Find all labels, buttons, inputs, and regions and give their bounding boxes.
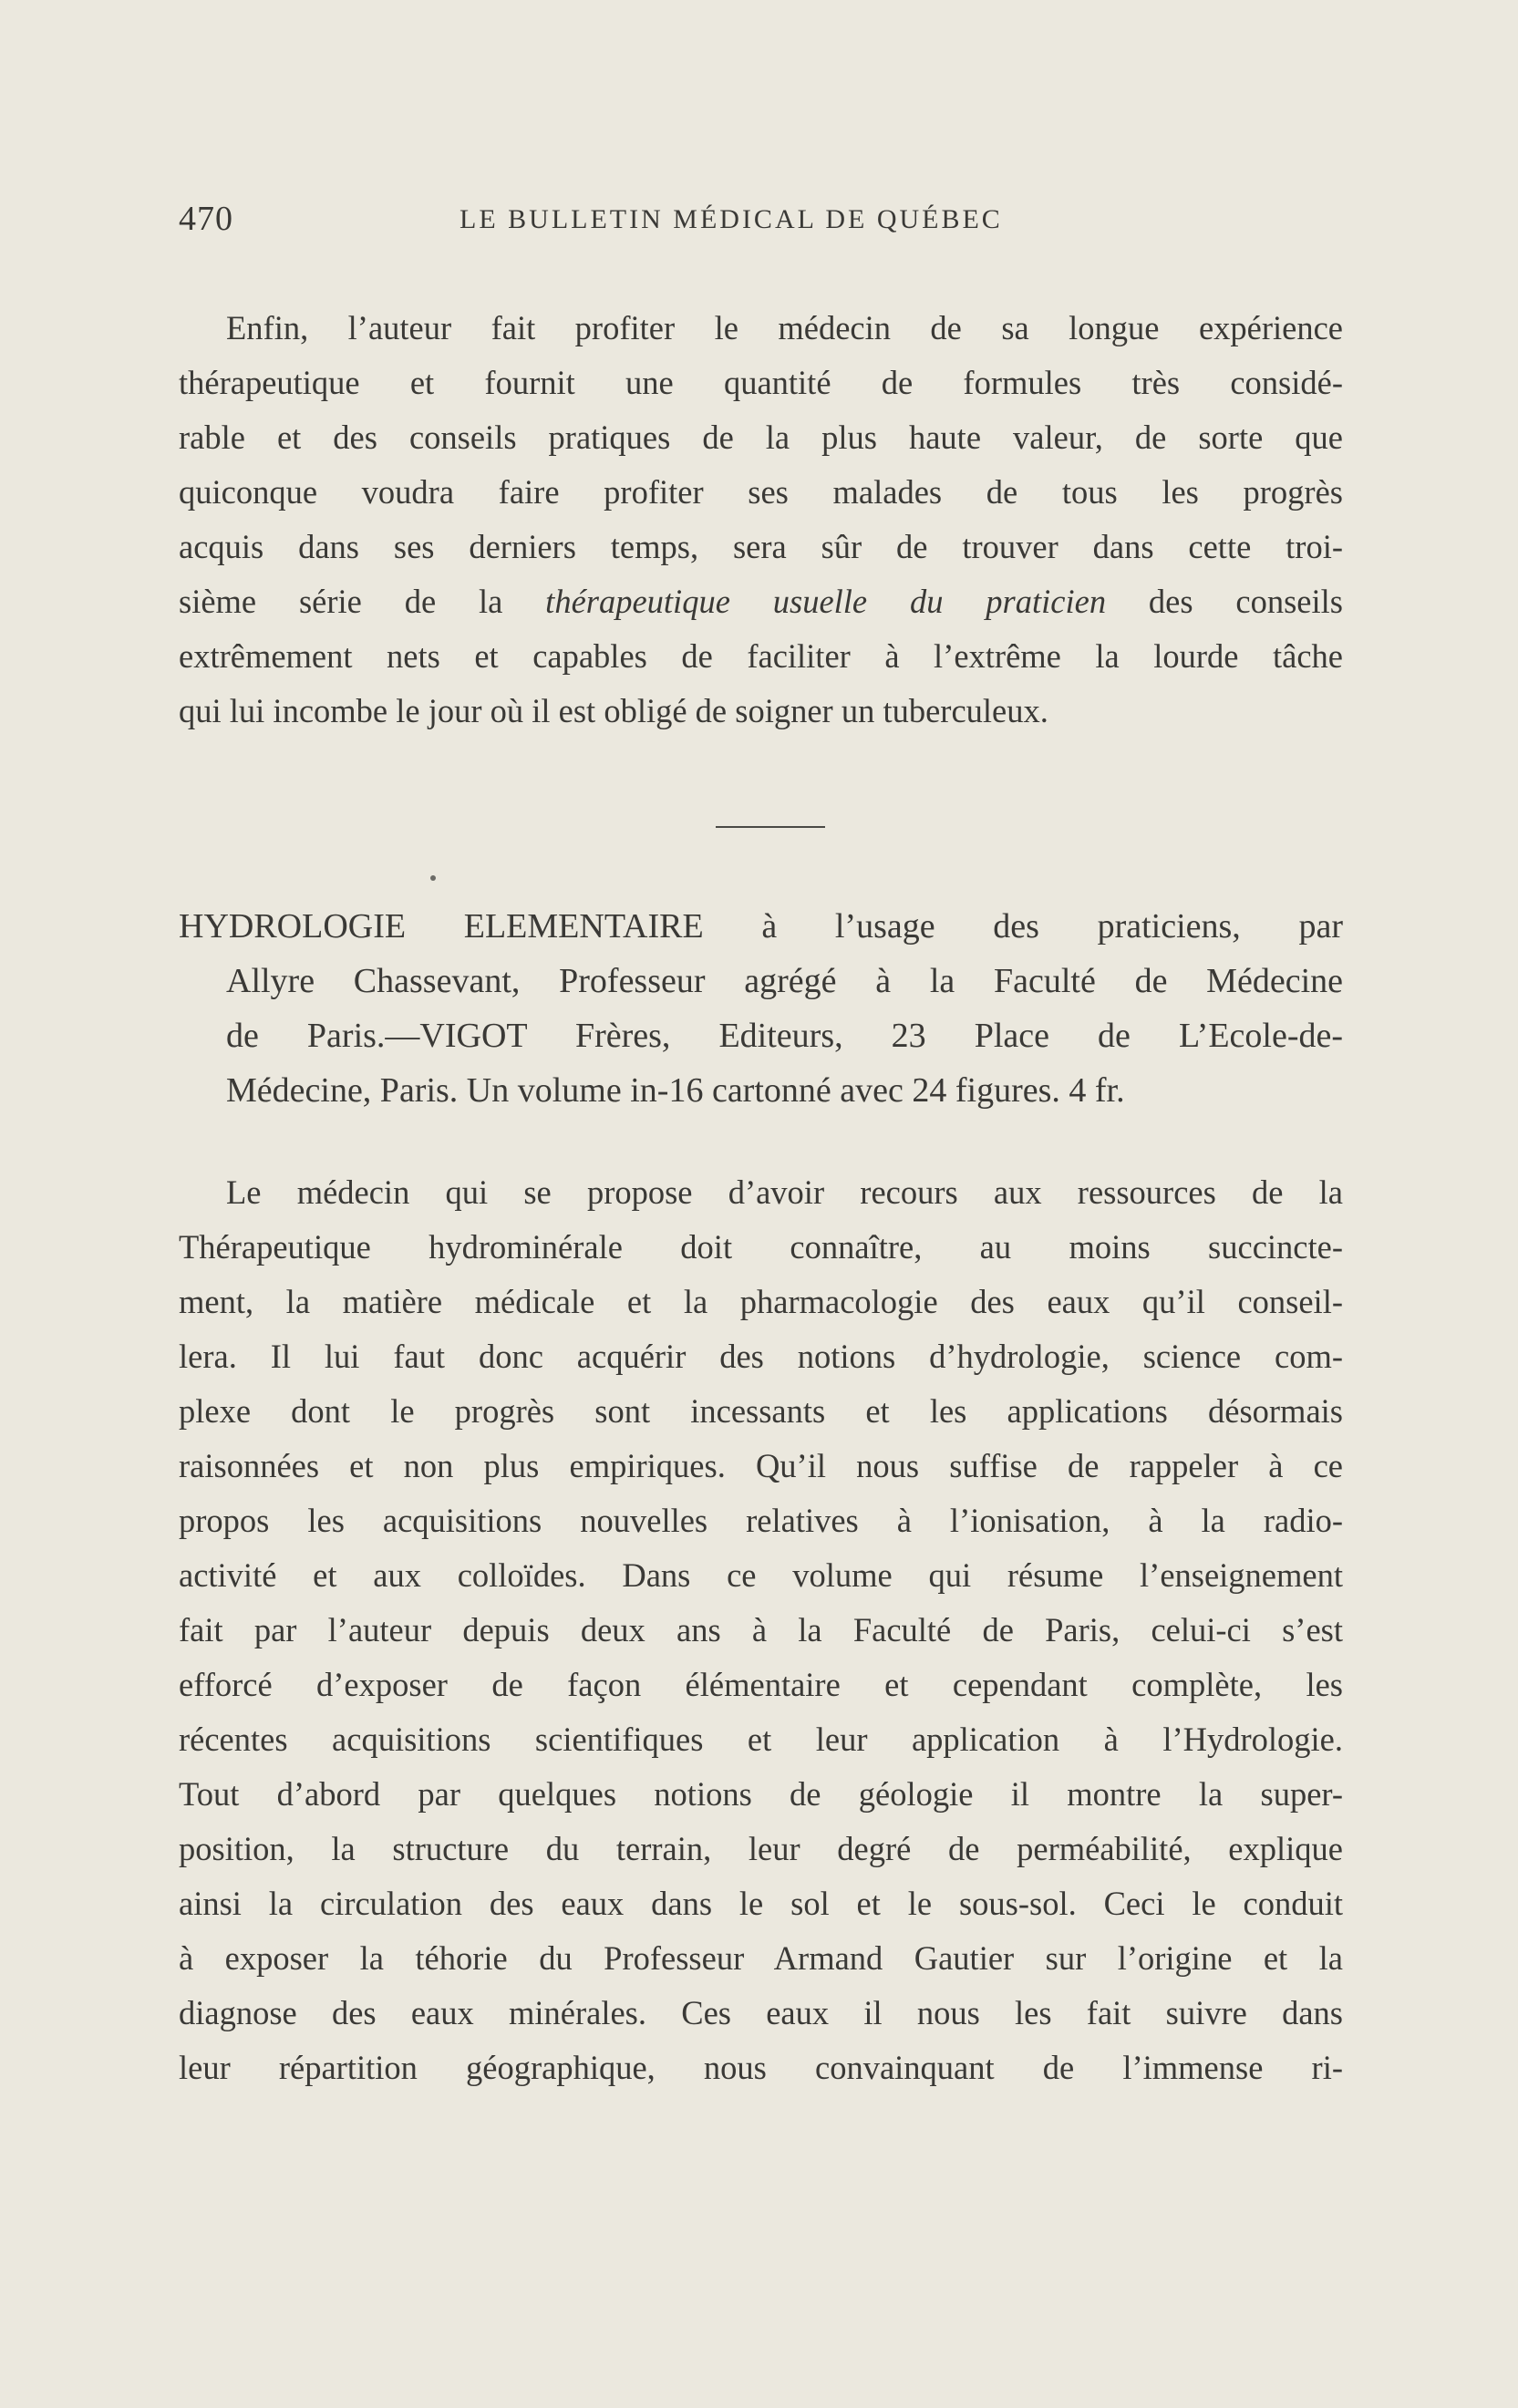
text-line: position, la structure du terrain, leur degré de perméabilité, explique — [179, 1830, 1343, 1867]
text-line: activité et aux colloïdes. Dans ce volume qui résume l’enseignement — [179, 1556, 1343, 1594]
text-line: qui lui incombe le jour où il est obligé de soigner un tuberculeux. — [179, 692, 1048, 729]
text-line: diagnose des eaux minérales. Ces eaux il nous les fait suivre dans — [179, 1994, 1343, 2031]
entry-line: Allyre Chassevant, Professeur agrégé à la Faculté de Médecine — [226, 962, 1343, 1000]
text-line: fait par l’auteur depuis deux ans à la Faculté de Paris, celui-ci s’est — [179, 1611, 1343, 1648]
entry-line: HYDROLOGIE ELEMENTAIRE à l’usage des praticiens, par — [179, 907, 1343, 946]
text-line: lera. Il lui faut donc acquérir des notions d’hydrologie, science com- — [179, 1338, 1343, 1375]
book-title-italic: thérapeutique usuelle du praticien — [545, 583, 1107, 620]
text-line: quiconque voudra faire profiter ses malades de tous les progrès — [179, 473, 1343, 511]
text-line: Le médecin qui se propose d’avoir recours aux ressources de la — [226, 1173, 1343, 1211]
text-line: à exposer la téhorie du Professeur Armand Gautier sur l’origine et la — [179, 1939, 1343, 1977]
text-line: Tout d’abord par quelques notions de géologie il montre la super- — [179, 1775, 1343, 1813]
text-line: Enfin, l’auteur fait profiter le médecin de sa longue expérience — [226, 309, 1343, 346]
text-line: plexe dont le progrès sont incessants et les applications désormais — [179, 1392, 1343, 1430]
section-divider — [716, 826, 825, 828]
running-title: LE BULLETIN MÉDICAL DE QUÉBEC — [460, 204, 1003, 234]
text-line: récentes acquisitions scientifiques et leur application à l’Hydrologie. — [179, 1721, 1343, 1758]
entry-line: Médecine, Paris. Un volume in-16 cartonné avec 24 figures. 4 fr. — [226, 1071, 1125, 1110]
review-paragraph-2 — [179, 1165, 1343, 2095]
text-line: rable et des conseils pratiques de la plus haute valeur, de sorte que — [179, 419, 1343, 456]
text-segment: sième série de la — [179, 583, 546, 620]
text-line-with-title — [179, 574, 1343, 629]
text-segment: des conseils — [1106, 583, 1343, 620]
page-number: 470 — [179, 200, 233, 238]
print-speck — [430, 875, 436, 881]
text-line: Thérapeutique hydrominérale doit connaître, au moins succincte- — [179, 1228, 1343, 1266]
page-header — [179, 199, 1355, 253]
text-line: acquis dans ses derniers temps, sera sûr de trouver dans cette troi- — [179, 528, 1343, 565]
text-line: raisonnées et non plus empiriques. Qu’il nous suffise de rappeler à ce — [179, 1447, 1343, 1484]
entry-line: de Paris.—VIGOT Frères, Editeurs, 23 Place de L’Ecole-de- — [226, 1017, 1343, 1055]
review-paragraph-1 — [179, 301, 1343, 739]
text-line: thérapeutique et fournit une quantité de formules très considé- — [179, 364, 1343, 401]
book-entry — [179, 899, 1343, 1118]
text-line: propos les acquisitions nouvelles relatives à l’ionisation, à la radio- — [179, 1502, 1343, 1539]
text-line: extrêmement nets et capables de faciliter à l’extrême la lourde tâche — [179, 637, 1343, 675]
text-line: leur répartition géographique, nous convainquant de l’immense ri- — [179, 2049, 1343, 2086]
text-line: ment, la matière médicale et la pharmacologie des eaux qu’il conseil- — [179, 1283, 1343, 1320]
text-line: efforcé d’exposer de façon élémentaire et cependant complète, les — [179, 1666, 1343, 1703]
text-line: ainsi la circulation des eaux dans le sol et le sous-sol. Ceci le conduit — [179, 1885, 1343, 1922]
